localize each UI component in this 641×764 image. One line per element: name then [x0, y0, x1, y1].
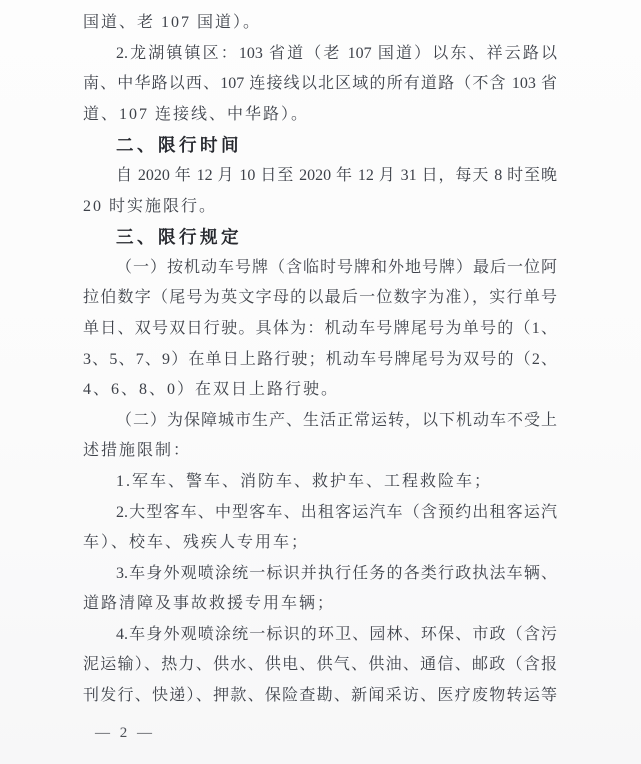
doc-line: 2.大型客车、中型客车、出租客运汽车（含预约出租客运汽	[116, 503, 557, 521]
doc-line: 1.军车、警车、消防车、救护车、工程救险车；	[116, 472, 493, 490]
section-heading-restriction-time: 二、限行时间	[116, 135, 242, 156]
page-number: — 2 —	[95, 724, 155, 741]
doc-line: 4、6、8、0）在双日上路行驶。	[83, 381, 340, 399]
doc-line: （二）为保障城市生产、生活正常运转，以下机动车不受上	[116, 411, 557, 429]
doc-line: 述措施限制：	[83, 442, 192, 460]
doc-line: 2.龙湖镇镇区：103 省道（老 107 国道）以东、祥云路以	[116, 44, 557, 62]
doc-line: 南、中华路以西、107 连接线以北区域的所有道路（不含 103 省	[83, 75, 557, 93]
document-body	[83, 8, 557, 748]
doc-line: 道路清障及事故救援专用车辆；	[83, 595, 336, 613]
doc-line: 国道、老 107 国道）。	[83, 14, 262, 31]
doc-line: 刊发行、快递）、押款、保险查勘、新闻采访、医疗废物转运等	[83, 687, 557, 705]
doc-line: 单日、双号双日行驶。具体为：机动车号牌尾号为单号的（1、	[83, 319, 557, 337]
doc-line: 道、107 连接线、中华路）。	[83, 105, 310, 123]
doc-line: 车）、校车、残疾人专用车；	[83, 534, 310, 552]
section-heading-restriction-rules: 三、限行规定	[116, 227, 242, 248]
doc-line: 3.车身外观喷涂统一标识并执行任务的各类行政执法车辆、	[116, 564, 557, 582]
doc-line: 3、5、7、9）在单日上路行驶；机动车号牌尾号为双号的（2、	[83, 350, 557, 368]
doc-line: 拉伯数字（尾号为英文字母的以最后一位数字为准），实行单号	[83, 289, 557, 307]
doc-line: 泥运输）、热力、供水、供电、供气、供油、通信、邮政（含报	[83, 656, 557, 674]
doc-line: 20 时实施限行。	[83, 197, 218, 215]
doc-line: （一）按机动车号牌（含临时号牌和外地号牌）最后一位阿	[116, 258, 557, 276]
doc-line: 4.车身外观喷涂统一标识的环卫、园林、环保、市政（含污	[116, 625, 557, 643]
doc-line: 自 2020 年 12 月 10 日至 2020 年 12 月 31 日，每天 8 时至晚	[116, 166, 557, 184]
